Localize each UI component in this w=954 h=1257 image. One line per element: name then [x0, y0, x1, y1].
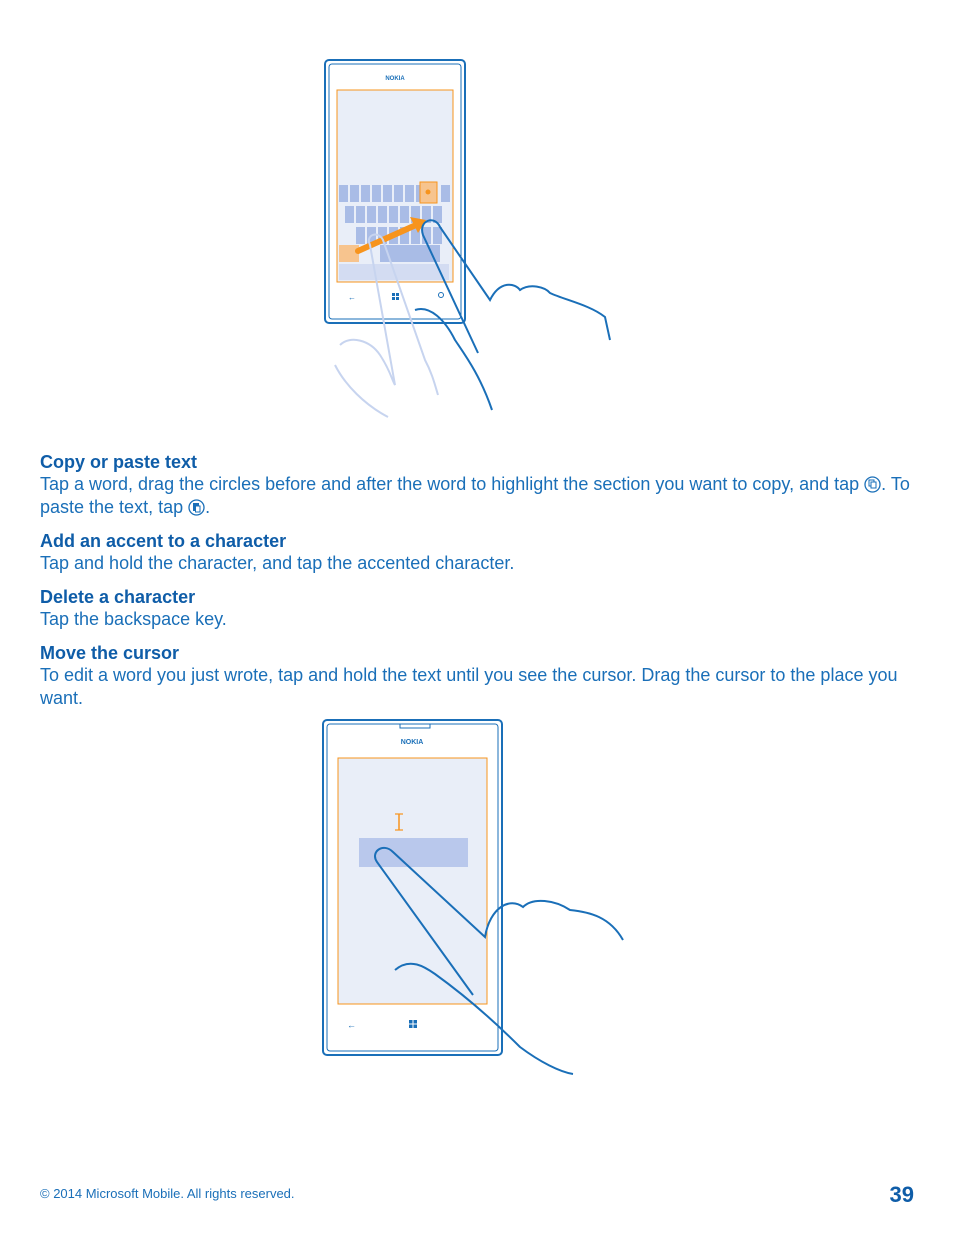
- cursor-text: To edit a word you just wrote, tap and hold the text until you see the cursor. Drag the cursor to the place you want.: [40, 665, 898, 708]
- delete-text: Tap the backspace key.: [40, 609, 227, 629]
- phone-brand: NOKIA: [385, 76, 405, 82]
- copy-paste-text-part2: . To paste the text, tap: [40, 474, 910, 517]
- cursor-section: [40, 642, 920, 710]
- copy-paste-section: [40, 451, 920, 519]
- accent-section: [40, 530, 920, 575]
- copyright-notice: © 2014 Microsoft Mobile. All rights reserved.: [40, 1186, 295, 1201]
- delete-section: [40, 586, 920, 631]
- copy-paste-text: [40, 473, 920, 519]
- copy-paste-illustration: [320, 55, 620, 425]
- page-number: 39: [889, 1182, 914, 1207]
- svg-text:←: ←: [348, 293, 356, 302]
- copy-icon: [864, 476, 881, 493]
- phone-keyboard-drawing: [320, 55, 620, 425]
- paste-icon: [188, 499, 205, 516]
- svg-text:←: ←: [347, 1020, 356, 1030]
- copy-paste-heading: Copy or paste text: [40, 452, 198, 472]
- phone-cursor-drawing: [315, 712, 635, 1082]
- copy-paste-text-part1: Tap a word, drag the circles before and after the word to highlight the section you want to copy, and tap: [40, 474, 865, 494]
- accent-heading: Add an accent to a character: [40, 531, 287, 551]
- cursor-heading: Move the cursor: [40, 643, 180, 663]
- phone-brand-2: NOKIA: [400, 739, 424, 746]
- accent-text: Tap and hold the character, and tap the accented character.: [40, 553, 515, 573]
- delete-heading: Delete a character: [40, 587, 196, 607]
- copy-paste-text-part3: .: [205, 497, 211, 517]
- move-cursor-illustration: [315, 712, 635, 1082]
